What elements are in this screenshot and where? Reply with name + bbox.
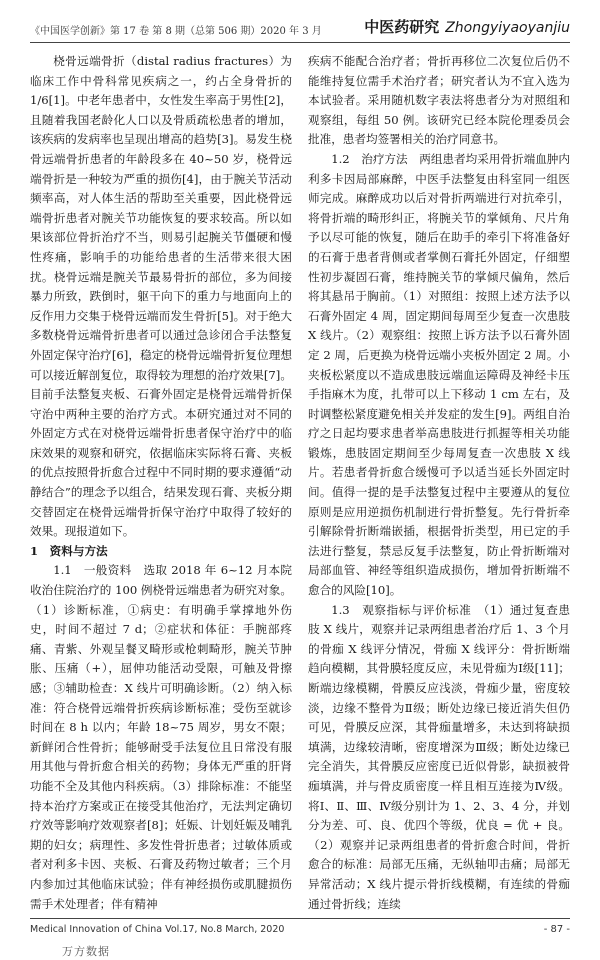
section-heading: 1 资料与方法 [30,543,108,558]
section-title-cn: 中医药研究 [364,18,440,36]
journal-footer: Medical Innovation of China Vol.17, No.8 March, 2020 [30,924,285,935]
treatment-method-paragraph: 1.2 治疗方法 两组患者均采用骨折端血肿内利多卡因局部麻醉，中医手法整复由科室同一组医师完成。麻醉成功以后对骨折两端进行对抗牵引，将骨折端的畸形纠正，将腕关节的掌倾角、尺片角予以尽可能的恢复，随后在助手的牵引下将准备好的石膏于患者背侧或者掌侧石膏托外固定，仔细塑性初步凝固石膏，维持腕关节的掌倾尺偏角，然后将其悬吊于胸前。（1）对照组：按照上述方法予以石膏外固定 4 周，固定期间每周至少复查一次患肢 X 线片。（2）观察组：按照上诉方法予以石膏外固定 2 周，后更换为桡骨远端小夹板外固定 2 周。小夹板松紧度以不造成患肢远端血运障碍及神经卡压手指麻木为度，扎带可以上下移动 1 cm 左右，及时调整松紧度避免相关并发症的发生[9]。两组自治疗之日起均要求患者举高患肢进行抓握等相关功能锻炼，患肢固定期间至少每周复查一次患肢 X 线片。若患者骨折愈合缓慢可予以适当延长外固定时间。值得一提的是手法整复过程中主要遵从的复位原则是应用逆损伤机制进行骨折整复。先行骨折牵引解除骨折断端嵌插，根据骨折类型，用已定的手法进行整复，禁忌反复手法整复，防止骨折断端对局部血管、神经等组织造成损伤，增加骨折断端不愈合的风险[10]。 [308,151,570,598]
observation-index-paragraph: 1.3 观察指标与评价标准 （1）通过复查患肢 X 线片，观察并记录两组患者治疗后 1、3 个月的骨痂 X 线评分情况，骨痂 X 线评分：骨折断端趋向模糊，其骨膜轻度反应，未见骨痂为Ⅰ级[11]；断端边缘模糊，骨膜反应浅淡，骨痂少量，密度较淡，边缘不整骨为Ⅱ级；断处边缘已接近消失但仍可见，骨膜反应深，其骨痂量增多，未达到将缺损填满，边缘较清晰，密度增深为Ⅲ级；断处边缘已完全消失，其骨膜反应密度已近似骨影，缺损被骨痂填满，并与骨皮质密度一样且相互连接为Ⅳ级。将Ⅰ、Ⅱ、Ⅲ、Ⅳ级分别计为 1、2、3、4 分，并划分为差、可、良、优四个等级，优良 = 优 + 良。（2）观察并记录两组患者的骨折愈合时间，骨折愈合的标准：局部无压痛，无纵轴叩击痛；局部无异常活动；X 线片提示骨折线模糊，有连续的骨痂通过骨折线；连续 [308,602,570,911]
intro-paragraph: 桡骨远端骨折（distal radius fractures）为临床工作中骨科常见疾病之一，约占全身骨折的 1/6[1]。中老年患者中，女性发生率高于男性[2]，且随着我国老龄化人口以及骨质疏松患者的增加，该疾病的发病率也呈现出增高的趋势[3]。易发生桡骨远端骨折患者的年龄段多在 40~50 岁，桡骨远端骨折是一种较为严重的损伤[4]，由于腕关节活动频率高，对人体生活的帮助至关重要，因此桡骨远端骨折患者对腕关节功能恢复的要求较高。所以如果该部位骨折治疗不当，则易引起腕关节僵硬和慢性疼痛，影响手的功能给患者的生活带来很大困扰。桡骨远端是腕关节最易骨折的部位，多为间接暴力所致，跌倒时，躯干向下的重力与地面向上的反作用力交集于桡骨远端而发生骨折[5]。对于绝大多数桡骨远端骨折患者可以通过急诊闭合手法整复外固定保守治疗[6]，稳定的桡骨远端骨折复位理想可以接近解剖复位，取得较为理想的治疗效果[7]。目前手法整复夹板、石膏外固定是桡骨远端骨折保守治中两种主要的治疗方式。本研究通过对不同的外固定方式在对桡骨远端骨折患者保守治疗中的临床效果的观察和研究，依据临床实际将石膏、夹板的优点按照骨折愈合过程中不同时期的要求遵循“动静结合”的理念予以组合，结果发现石膏、夹板分期交替固定在桡骨远端骨折保守治疗中取得了较好的效果。现报道如下。 [30,54,292,539]
header-rule [30,42,570,43]
body-paragraph: 疾病不能配合治疗者；骨折再移位二次复位后仍不能维持复位需手术治疗者；研究者认为不宜入选为本试验者。采用随机数字表法将患者分为对照组和观察组，每组 50 例。该研究已经本院伦理委员会批准，患者均签署相关的治疗同意书。 [308,54,570,147]
footer-rule [30,918,570,919]
watermark: 万方数据 [62,945,110,958]
journal-citation: 《中国医学创新》第 17 卷 第 8 期（总第 506 期）2020 年 3 月 [30,26,322,37]
section-title [364,16,570,37]
page-number: - 87 - [543,924,570,935]
right-column [308,52,570,914]
left-column [30,52,292,914]
page-header [30,14,570,40]
general-data-paragraph: 1.1 一般资料 选取 2018 年 6~12 月本院收治住院治疗的 100 例桡骨远端患者为研究对象。（1）诊断标准，①病史：有明确手掌撑地外伤史，时间不超过 7 d；②症状和体征：手腕部疼痛、青紫、外观呈餐叉畸形或枪刺畸形，腕关节肿胀、压痛（+），屈伸功能活动受限，可触及骨擦感；③辅助检查：X 线片可明确诊断。（2）纳入标准：符合桡骨远端骨折疾病诊断标准；受伤至就诊时间在 8 h 以内；年龄 18~75 周岁，男女不限；新鲜闭合性骨折；能够耐受手法复位且日常没有服用其他与骨折愈合相关的药物；身体无严重的肝肾功能不全及其他内科疾病。（3）排除标准：不能坚持本治疗方案或正在接受其他治疗，无法判定确切疗效等影响疗效观察者[8]；妊娠、计划妊娠及哺乳期的妇女；病理性、多发性骨折患者；过敏体质或者对利多卡因、夹板、石膏及药物过敏者；三个月内参加过其他临床试验；伴有神经损伤或肌腱损伤需手术处理者；伴有精神 [30,563,292,911]
section-title-en: Zhongyiyaoyanjiu [445,20,570,36]
